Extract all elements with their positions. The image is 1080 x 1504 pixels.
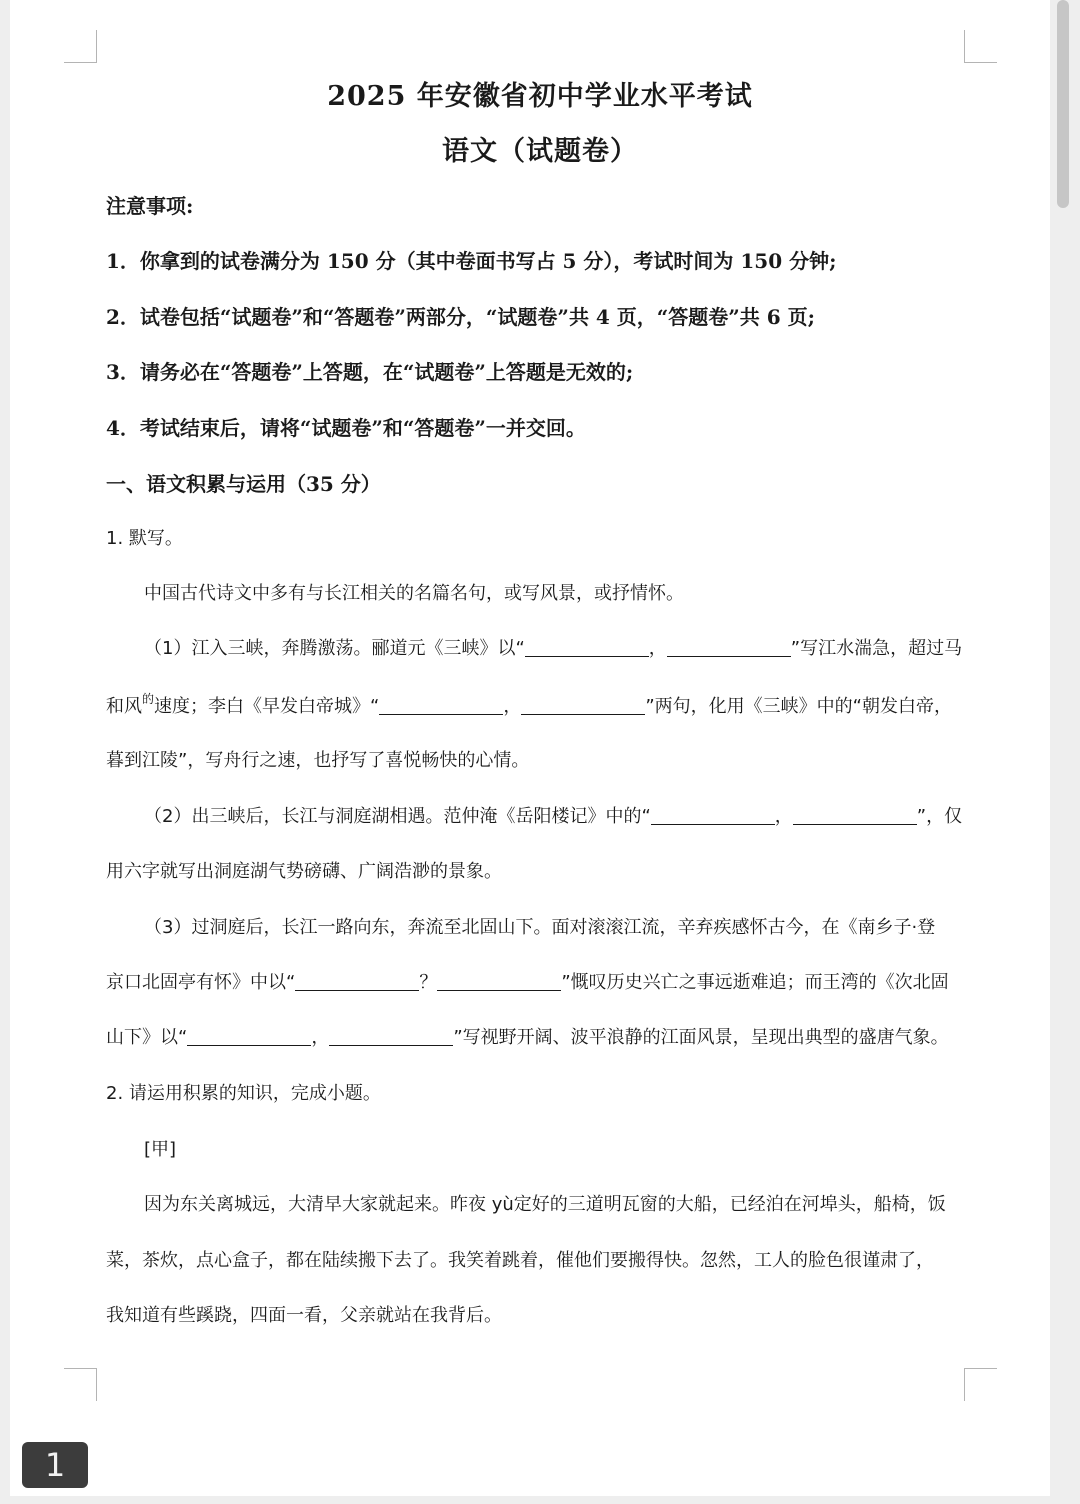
text: （1）江入三峡，奔腾激荡。郦道元《三峡》以“ xyxy=(144,638,525,659)
text: 和风 xyxy=(106,696,142,717)
note-item-4: 4．考试结束后，请将“试题卷”和“答题卷”一并交回。 xyxy=(106,416,586,440)
question-1-intro: 中国古代诗文中多有与长江相关的名篇名句，或写风景，或抒情怀。 xyxy=(144,583,684,604)
q1-part1-line3: 暮到江陵”，写舟行之速，也抒写了喜悦畅快的心情。 xyxy=(106,750,530,771)
passage-line-2: 菜，茶炊，点心盒子，都在陆续搬下去了。我笑着跳着，催他们要搬得快。忽然，工人的脸色很谨肃了， xyxy=(106,1250,934,1271)
note-item-2: 2．试卷包括“试题卷”和“答题卷”两部分，“试题卷”共 4 页，“答题卷”共 6 页; xyxy=(106,305,816,329)
crop-mark-bottom-right xyxy=(964,1368,997,1401)
answer-blank xyxy=(437,972,561,991)
q1-part2-line2: 用六字就写出洞庭湖气势磅礴、广阔浩渺的景象。 xyxy=(106,861,502,882)
q1-part1-line1 xyxy=(144,634,962,660)
text: ”写视野开阔、波平浪静的江面风景，呈现出典型的盛唐气象。 xyxy=(453,1027,949,1048)
q1-part2-line1 xyxy=(144,802,962,828)
text: ”慨叹历史兴亡之事远逝难追；而王湾的《次北固 xyxy=(561,972,949,993)
crop-mark-bottom-left xyxy=(64,1368,97,1401)
notes-heading: 注意事项: xyxy=(106,194,194,218)
answer-blank xyxy=(295,972,419,991)
text: ， xyxy=(311,1027,330,1048)
q1-part3-line1: （3）过洞庭后，长江一路向东，奔流至北固山下。面对滚滚江流，辛弃疾感怀古今，在《南乡子·登 xyxy=(144,917,936,938)
answer-blank xyxy=(793,806,917,825)
page-number-indicator[interactable]: 1 xyxy=(22,1442,88,1488)
note-item-3: 3．请务必在“答题卷”上答题，在“试题卷”上答题是无效的; xyxy=(106,360,634,384)
answer-blank xyxy=(525,638,649,657)
answer-blank xyxy=(329,1027,453,1046)
answer-blank xyxy=(521,696,645,715)
passage-line-3: 我知道有些蹊跷，四面一看，父亲就站在我背后。 xyxy=(106,1305,502,1326)
text: ”两句，化用《三峡》中的“朝发白帝， xyxy=(645,696,952,717)
passage-line-1: 因为东关离城远，大清早大家就起来。昨夜 yù定好的三道明瓦窗的大船，已经泊在河埠头，船椅，饭 xyxy=(144,1194,946,1215)
answer-blank xyxy=(667,638,791,657)
answer-blank xyxy=(379,696,503,715)
q1-part1-line2 xyxy=(106,692,952,718)
crop-mark-top-left xyxy=(64,30,97,63)
question-1-label: 1. 默写。 xyxy=(106,528,183,549)
crop-mark-top-right xyxy=(964,30,997,63)
text: ， xyxy=(503,696,522,717)
answer-blank xyxy=(651,806,775,825)
text: ， xyxy=(774,806,793,827)
text: ”写江水湍急，超过马 xyxy=(790,638,963,659)
q1-part3-line3 xyxy=(106,1023,949,1049)
section-heading: 一、语文积累与运用（35 分） xyxy=(106,472,381,496)
exam-subtitle: 语文（试题卷） xyxy=(442,136,638,167)
vertical-scrollbar[interactable] xyxy=(1056,0,1070,1496)
note-item-1: 1．你拿到的试卷满分为 150 分（其中卷面书写占 5 分），考试时间为 150 分钟; xyxy=(106,249,837,273)
question-2-label: 2. 请运用积累的知识，完成小题。 xyxy=(106,1083,381,1104)
text: 京口北固亭有怀》中以“ xyxy=(106,972,296,993)
text: ”，仅 xyxy=(916,806,963,827)
q1-part3-line2 xyxy=(106,968,949,994)
text: （2）出三峡后，长江与洞庭湖相遇。范仲淹《岳阳楼记》中的“ xyxy=(144,806,651,827)
text: ， xyxy=(648,638,667,659)
text: 速度；李白《早发白帝城》“ xyxy=(154,696,380,717)
annotation-superscript: 的 xyxy=(142,692,155,706)
answer-blank xyxy=(187,1027,311,1046)
text: 山下》以“ xyxy=(106,1027,188,1048)
text: ？ xyxy=(419,972,438,993)
passage-label-jia: [甲] xyxy=(144,1139,177,1160)
exam-title: 2025 年安徽省初中学业水平考试 xyxy=(327,81,753,112)
